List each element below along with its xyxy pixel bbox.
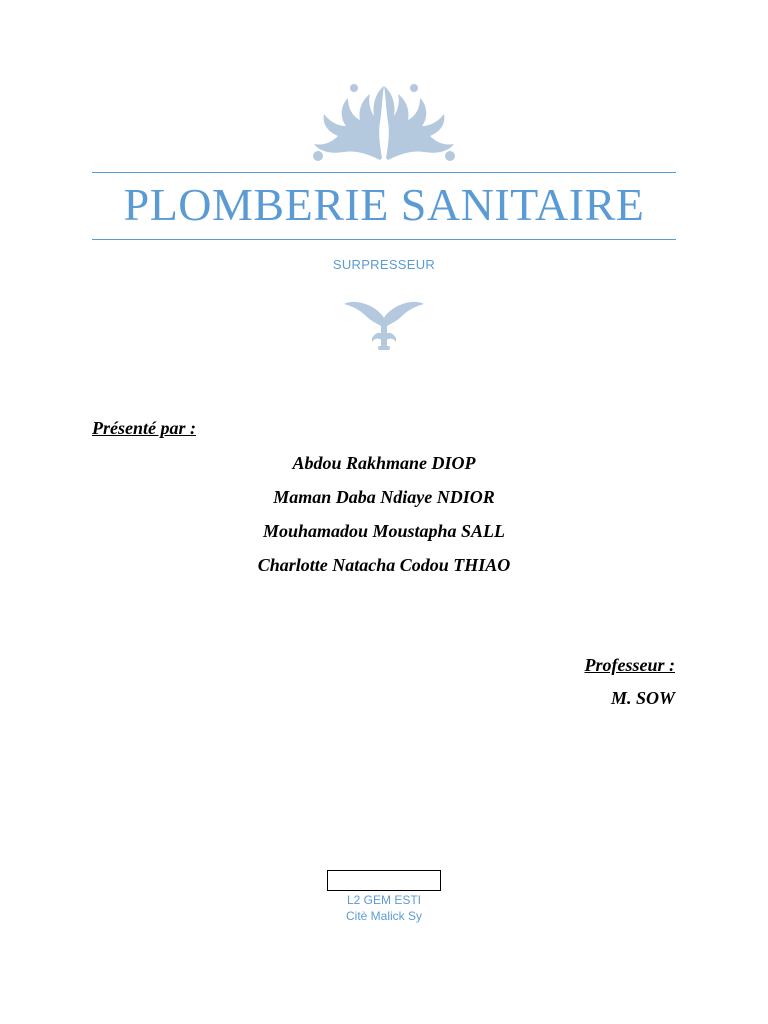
document-title: PLOMBERIE SANITAIRE: [123, 179, 645, 230]
author-name: Maman Daba Ndiaye NDIOR: [273, 487, 495, 507]
author-name: Charlotte Natacha Codou THIAO: [257, 555, 511, 575]
presented-by-label: Présenté par :: [92, 418, 196, 438]
authors-list: [0, 451, 768, 587]
document-subtitle: SURPRESSEUR: [332, 257, 436, 272]
bottom-rule: [92, 239, 676, 240]
footer-location-line: Citè Malick Sy: [345, 909, 422, 923]
professor-name: M. SOW: [610, 688, 675, 708]
author-name: Abdou Rakhmane DIOP: [292, 453, 476, 473]
empty-text-box: [327, 870, 441, 891]
top-rule: [92, 172, 676, 173]
author-name: Mouhamadou Moustapha SALL: [262, 521, 506, 541]
footer-class-line: L2 GEM ESTI: [346, 893, 422, 907]
bottom-floral-ornament-icon: [342, 298, 426, 352]
professor-label: Professeur :: [584, 655, 675, 675]
top-floral-ornament-icon: [310, 82, 458, 162]
